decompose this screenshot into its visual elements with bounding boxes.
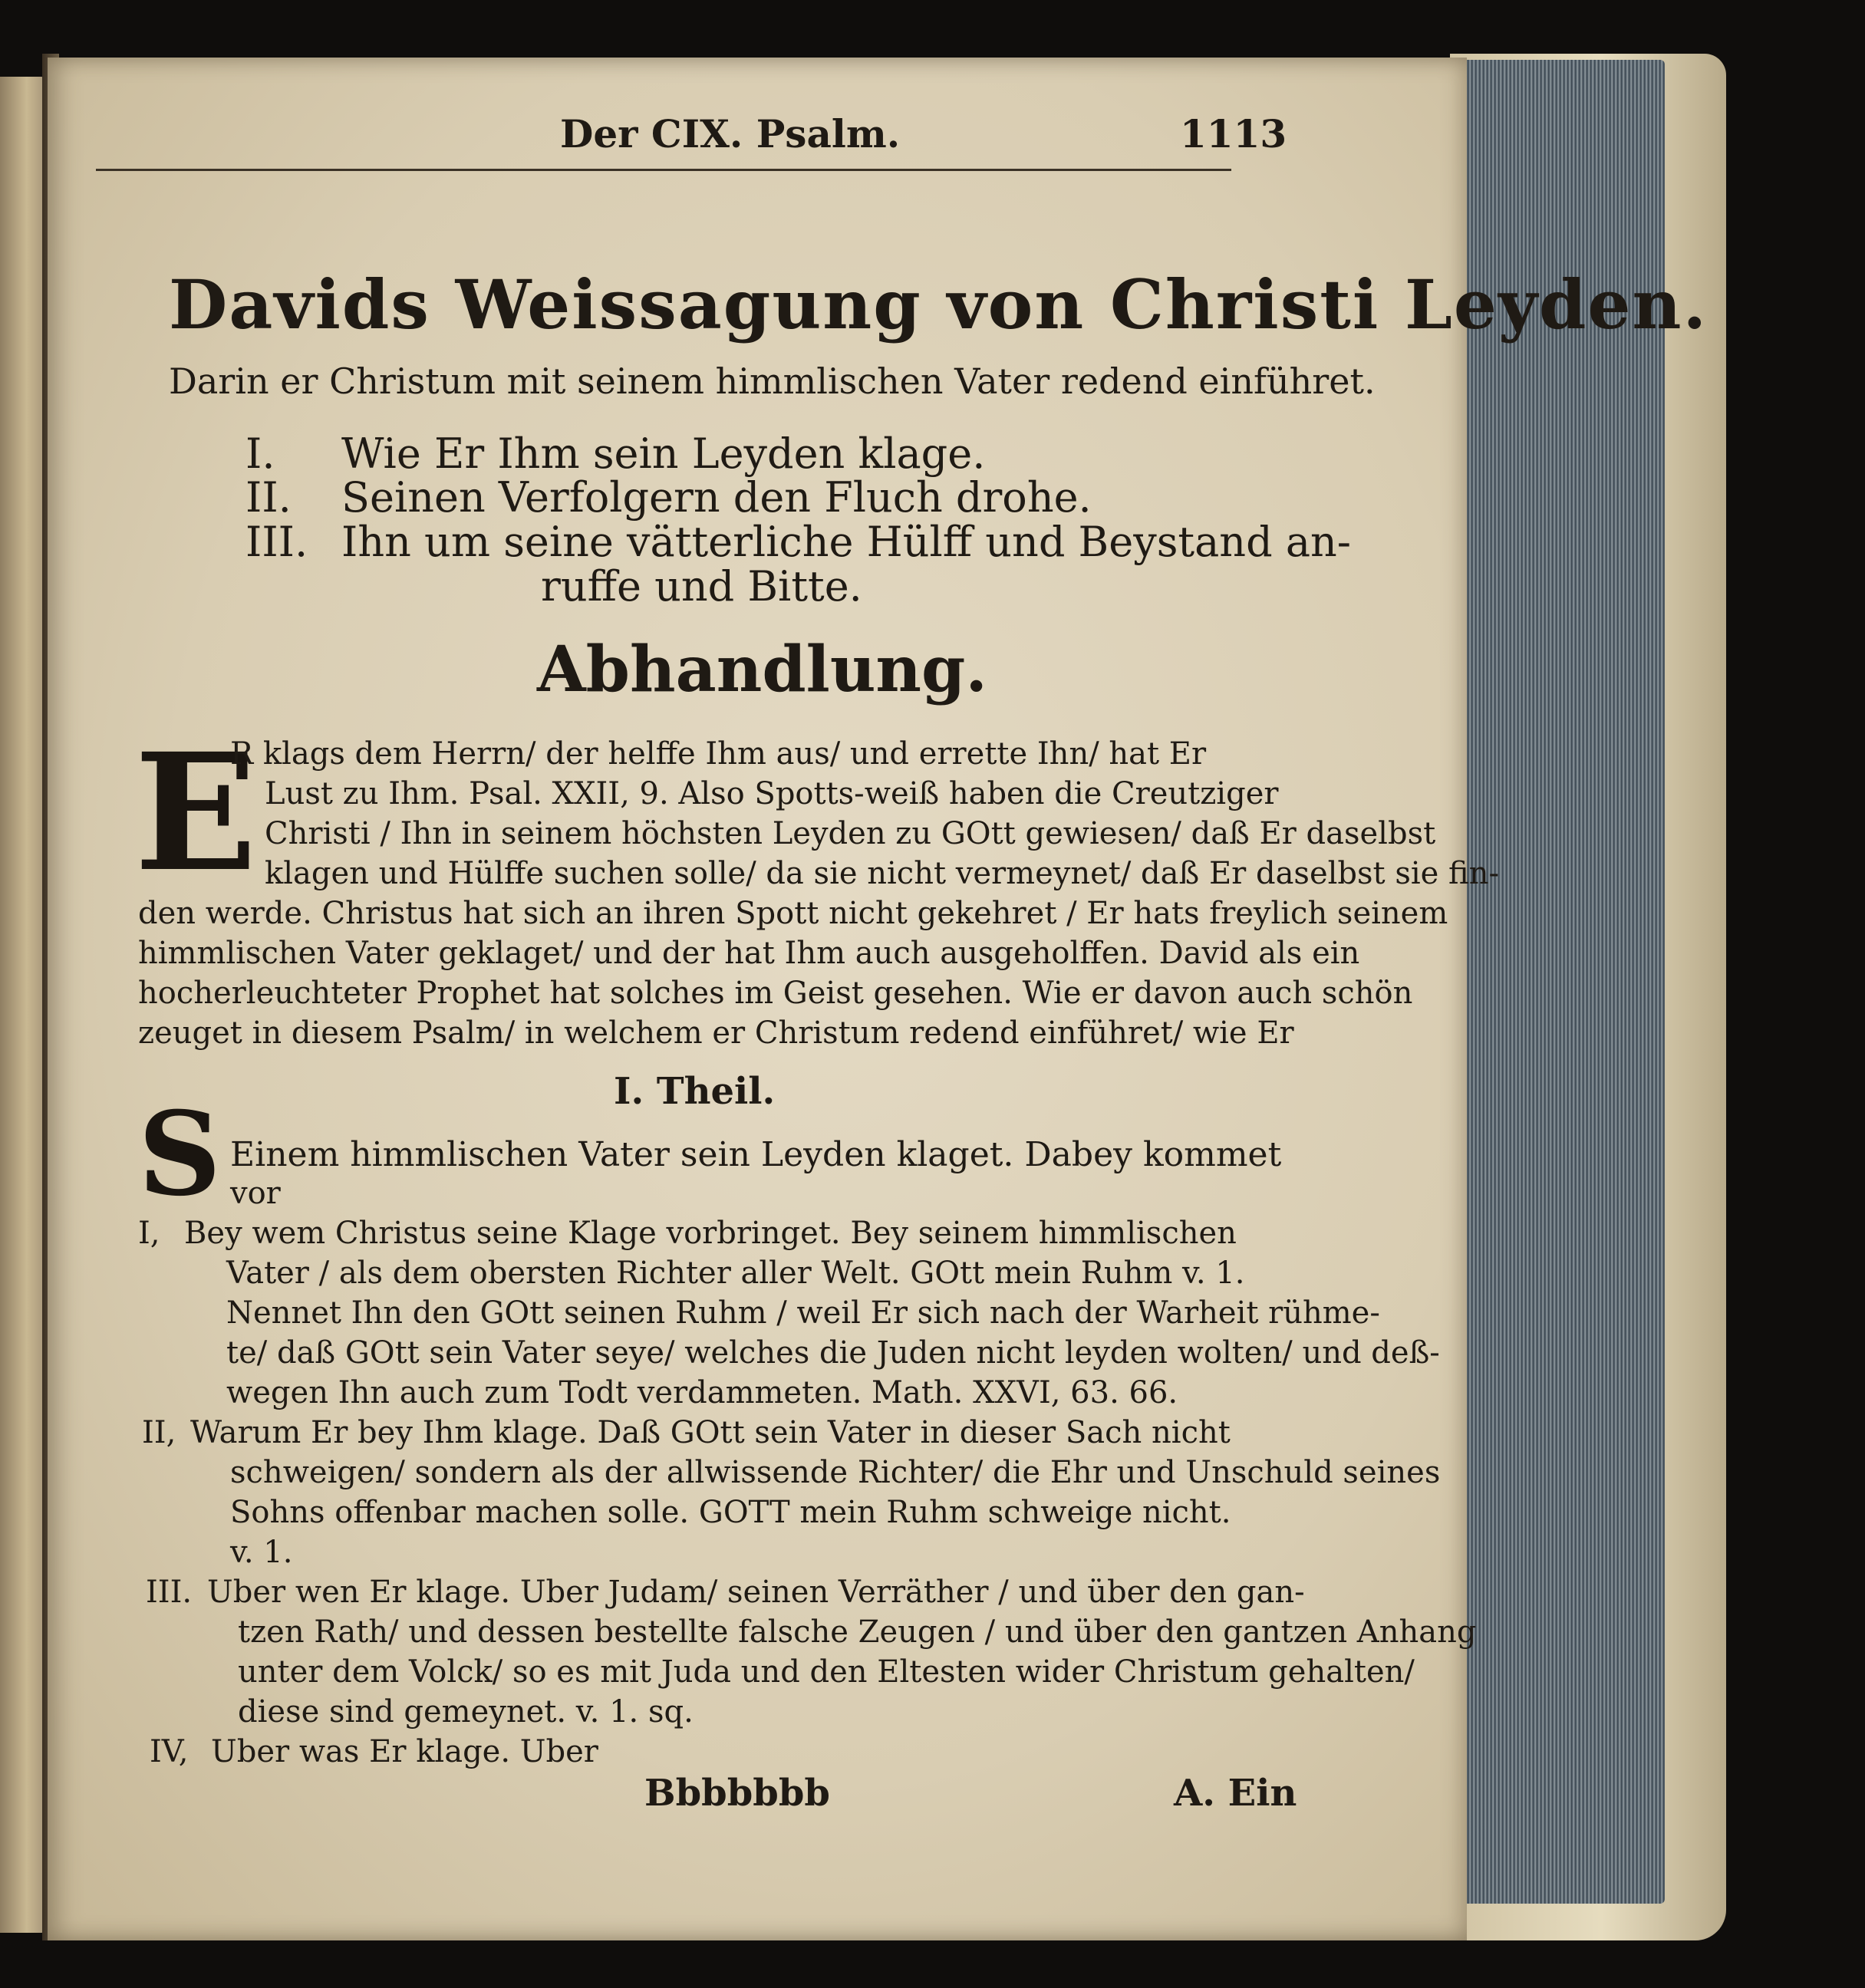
outline-item: ruffe und Bitte. — [541, 562, 862, 611]
text-line: Christi / Ihn in seinem höchsten Leyden zu GOtt gewiesen/ daß Er daselbst — [265, 816, 1436, 851]
point-num: III. — [146, 1575, 193, 1610]
text-line: tzen Rath/ und dessen bestellte falsche Zeugen / und über den gantzen Anhang — [238, 1614, 1477, 1650]
outline-num: I. — [245, 430, 275, 478]
page-number: 1113 — [1180, 111, 1287, 156]
page-subtitle: Darin er Christum mit seinem himmlischen Vater redend einführet. — [169, 360, 1376, 402]
text-line: Uber was Er klage. Uber — [211, 1734, 598, 1769]
text-line: Nennet Ihn den GOtt seinen Ruhm / weil Er sich nach der Warheit rühme- — [226, 1295, 1380, 1331]
text-line: Warum Er bey Ihm klage. Daß GOtt sein Vater in dieser Sach nicht — [190, 1415, 1231, 1450]
text-line: klagen und Hülffe suchen solle/ da sie nicht vermeynet/ daß Er daselbst sie fin- — [265, 856, 1500, 891]
text-line: Uber wen Er klage. Uber Judam/ seinen Verräther / und über den gan- — [207, 1575, 1305, 1610]
text-line: te/ daß GOtt sein Vater seye/ welches die Juden nicht leyden wolten/ und deß- — [226, 1335, 1440, 1371]
point-num: II, — [142, 1415, 176, 1450]
section-heading: Abhandlung. — [537, 633, 987, 706]
text-line: Bey wem Christus seine Klage vorbringet. Bey seinem himmlischen — [184, 1216, 1237, 1251]
text-line: Lust zu Ihm. Psal. XXII, 9. Also Spotts-weiß haben die Creutziger — [265, 776, 1279, 811]
drop-cap: E — [134, 718, 258, 907]
text-line: Sohns offenbar machen solle. GOTT mein Ruhm schweige nicht. — [230, 1495, 1231, 1530]
outline-item: Seinen Verfolgern den Fluch drohe. — [341, 473, 1092, 522]
drop-cap: S — [138, 1087, 222, 1222]
point-num: I, — [138, 1216, 160, 1251]
text-line: diese sind gemeynet. v. 1. sq. — [238, 1694, 694, 1730]
text-line: R klags dem Herrn/ der helffe Ihm aus/ und errette Ihn/ hat Er — [230, 736, 1207, 772]
text-line: schweigen/ sondern als der allwissende Richter/ die Ehr und Unschuld seines — [230, 1455, 1441, 1490]
text-line: wegen Ihn auch zum Todt verdammeten. Math. XXVI, 63. 66. — [226, 1375, 1178, 1410]
text-line: zeuget in diesem Psalm/ in welchem er Christum redend einführet/ wie Er — [138, 1015, 1294, 1051]
text-line: himmlischen Vater geklaget/ und der hat Ihm auch ausgeholffen. David als ein — [138, 936, 1360, 971]
text-line: Vater / als dem obersten Richter aller Welt. GOtt mein Ruhm v. 1. — [226, 1256, 1245, 1291]
text-line: unter dem Volck/ so es mit Juda und den Eltesten wider Christum gehalten/ — [238, 1654, 1415, 1690]
point-num: IV, — [150, 1734, 189, 1769]
text-line: Einem himmlischen Vater sein Leyden klaget. Dabey kommet — [230, 1135, 1282, 1174]
outline-num: III. — [245, 518, 308, 566]
left-page-edge — [0, 77, 44, 1933]
outline-item: Wie Er Ihm sein Leyden klage. — [341, 430, 986, 478]
text-line: v. 1. — [230, 1535, 293, 1570]
running-header: Der CIX. Psalm. — [560, 111, 901, 156]
text-line: den werde. Christus hat sich an ihren Spott nicht gekehret / Er hats freylich seinem — [138, 896, 1448, 931]
text-line: vor — [230, 1176, 281, 1211]
page-title: Davids Weissagung von Christi Leyden. — [169, 265, 1708, 344]
signature-mark: Bbbbbbb — [644, 1772, 830, 1815]
header-rule — [96, 169, 1231, 171]
text-line: hocherleuchteter Prophet hat solches im Geist gesehen. Wie er davon auch schön — [138, 976, 1413, 1011]
outline-num: II. — [245, 473, 292, 522]
outline-item: Ihn um seine vätterliche Hülff und Beystand an- — [341, 518, 1352, 566]
part-title: I. Theil. — [614, 1070, 776, 1113]
catchword: A. Ein — [1174, 1772, 1297, 1815]
